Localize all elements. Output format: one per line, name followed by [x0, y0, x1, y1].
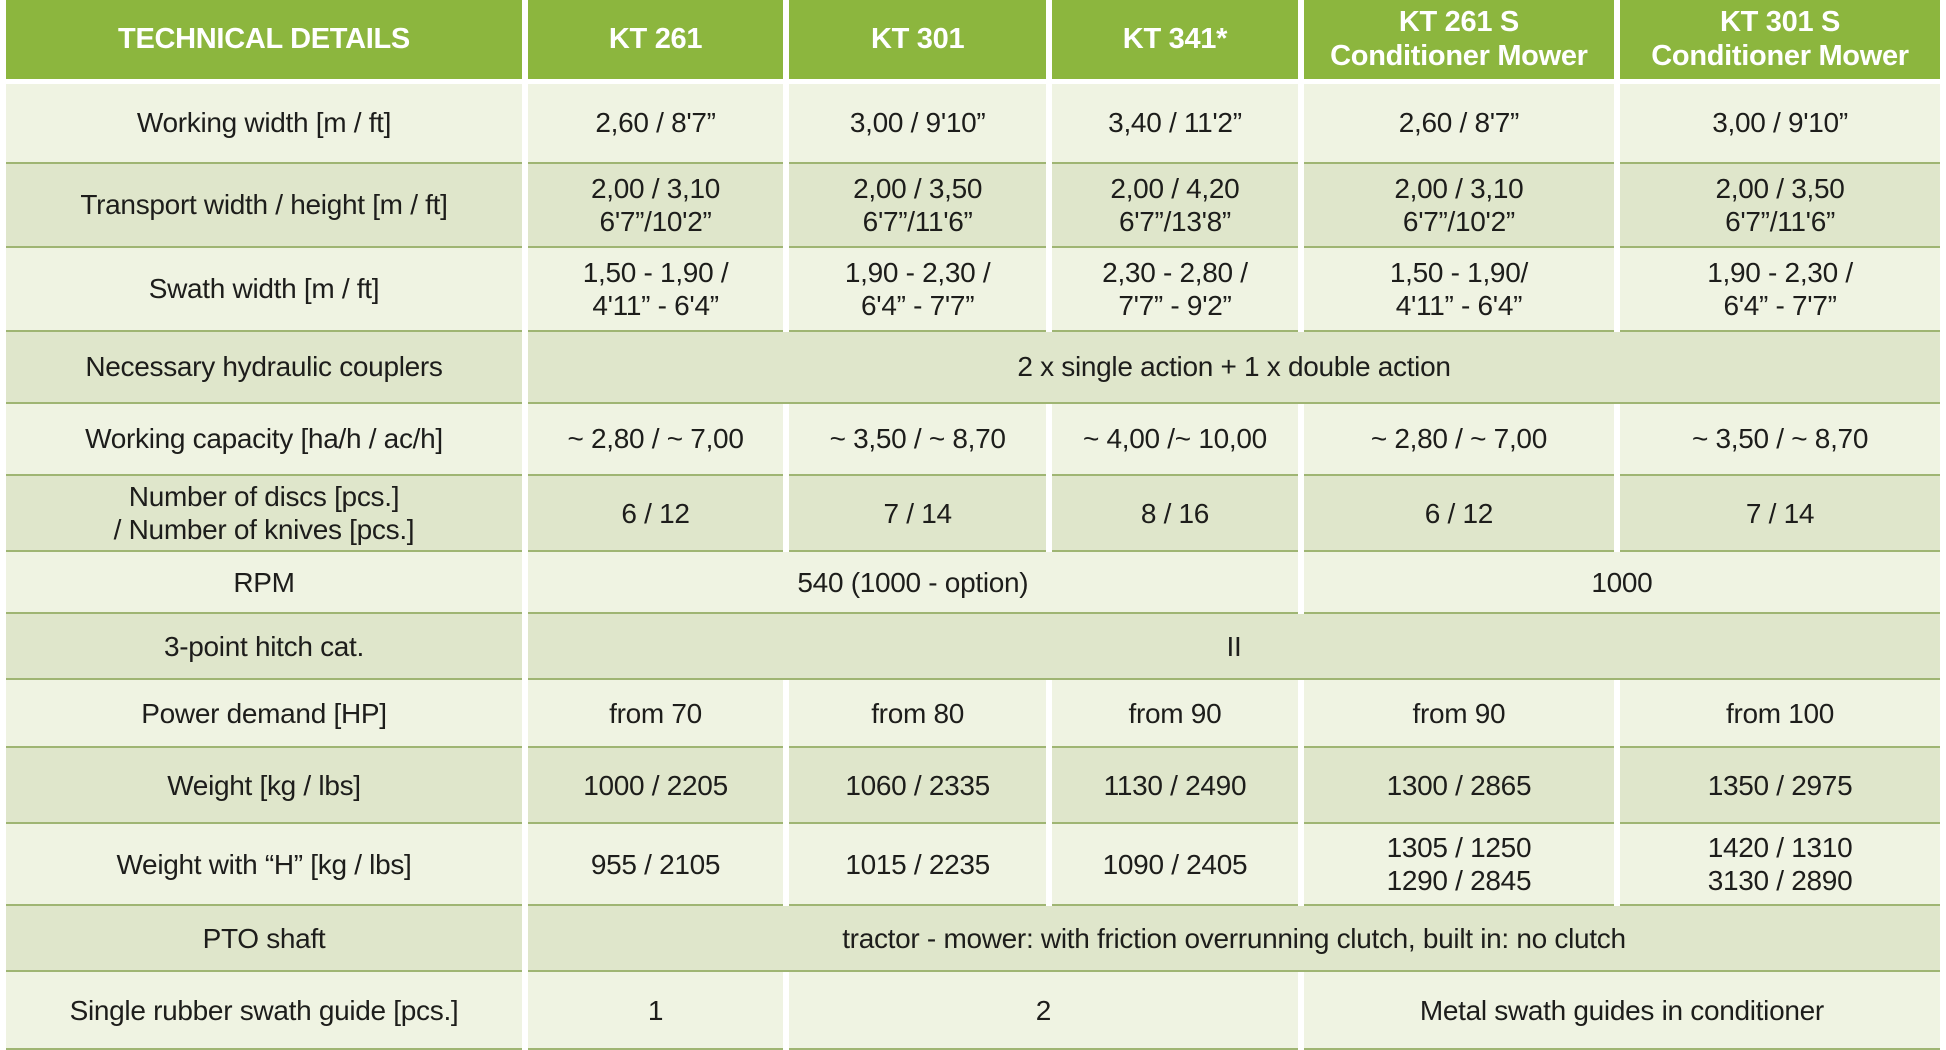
- table-cell: 1305 / 1250 1290 / 2845: [1304, 824, 1614, 906]
- table-cell-spanned: 2 x single action + 1 x double action: [528, 332, 1940, 404]
- row-swath-width: [6, 248, 1940, 332]
- row-label: Transport width / height [m / ft]: [6, 164, 522, 248]
- table-cell: 1,90 - 2,30 / 6'4” - 7'7”: [1620, 248, 1940, 332]
- table-cell: 1420 / 1310 3130 / 2890: [1620, 824, 1940, 906]
- row-power-demand: [6, 680, 1940, 748]
- column-header-kt-261-s: KT 261 S Conditioner Mower: [1304, 0, 1614, 84]
- row-label: PTO shaft: [6, 906, 522, 972]
- table-cell: 3,00 / 9'10”: [1620, 84, 1940, 164]
- table-title: TECHNICAL DETAILS: [6, 0, 522, 84]
- row-weight-with-h: [6, 824, 1940, 906]
- row-label: Working capacity [ha/h / ac/h]: [6, 404, 522, 476]
- table-cell: 2,00 / 3,50 6'7”/11'6”: [1620, 164, 1940, 248]
- table-cell: ~ 2,80 / ~ 7,00: [1304, 404, 1614, 476]
- row-label: Single rubber swath guide [pcs.]: [6, 972, 522, 1050]
- table-cell: 7 / 14: [1620, 476, 1940, 552]
- table-cell-spanned: 540 (1000 - option): [528, 552, 1298, 614]
- table-cell-spanned: 1000: [1304, 552, 1940, 614]
- row-rpm: [6, 552, 1940, 614]
- row-discs-knives: [6, 476, 1940, 552]
- row-label: Number of discs [pcs.] / Number of knives [pcs.]: [6, 476, 522, 552]
- table-cell: 2,00 / 3,10 6'7”/10'2”: [528, 164, 783, 248]
- header-row: [6, 0, 1940, 84]
- table-cell-spanned: 2: [789, 972, 1298, 1050]
- row-swath-guide: [6, 972, 1940, 1050]
- table-cell: 7 / 14: [789, 476, 1046, 552]
- table-cell: 3,00 / 9'10”: [789, 84, 1046, 164]
- table-cell: 6 / 12: [1304, 476, 1614, 552]
- row-label: Working width [m / ft]: [6, 84, 522, 164]
- row-label: Weight with “H” [kg / lbs]: [6, 824, 522, 906]
- column-header-kt-341: KT 341*: [1052, 0, 1298, 84]
- row-hydraulic-couplers: [6, 332, 1940, 404]
- table-cell: from 100: [1620, 680, 1940, 748]
- row-label: 3-point hitch cat.: [6, 614, 522, 680]
- row-label: Necessary hydraulic couplers: [6, 332, 522, 404]
- table-cell: 2,60 / 8'7”: [1304, 84, 1614, 164]
- column-header-kt-301: KT 301: [789, 0, 1046, 84]
- row-weight: [6, 748, 1940, 824]
- table-cell: 1300 / 2865: [1304, 748, 1614, 824]
- table-cell: 1130 / 2490: [1052, 748, 1298, 824]
- table-cell: 2,30 - 2,80 / 7'7” - 9'2”: [1052, 248, 1298, 332]
- row-label: Power demand [HP]: [6, 680, 522, 748]
- row-label: Swath width [m / ft]: [6, 248, 522, 332]
- column-header-kt-261: KT 261: [528, 0, 783, 84]
- column-header-kt-301-s: KT 301 S Conditioner Mower: [1620, 0, 1940, 84]
- table-cell: 1: [528, 972, 783, 1050]
- table-cell: from 90: [1304, 680, 1614, 748]
- table-cell: 1060 / 2335: [789, 748, 1046, 824]
- row-label: RPM: [6, 552, 522, 614]
- table-cell: ~ 3,50 / ~ 8,70: [1620, 404, 1940, 476]
- table-cell: 1,50 - 1,90 / 4'11” - 6'4”: [528, 248, 783, 332]
- table-cell: 2,00 / 4,20 6'7”/13'8”: [1052, 164, 1298, 248]
- table-cell: 1,90 - 2,30 / 6'4” - 7'7”: [789, 248, 1046, 332]
- table-cell: 6 / 12: [528, 476, 783, 552]
- table-cell: 2,60 / 8'7”: [528, 84, 783, 164]
- table-cell: 1350 / 2975: [1620, 748, 1940, 824]
- table-cell: from 90: [1052, 680, 1298, 748]
- table-cell: from 70: [528, 680, 783, 748]
- table-cell: ~ 2,80 / ~ 7,00: [528, 404, 783, 476]
- table-cell: ~ 4,00 /~ 10,00: [1052, 404, 1298, 476]
- table-cell: 2,00 / 3,50 6'7”/11'6”: [789, 164, 1046, 248]
- table-cell-spanned: II: [528, 614, 1940, 680]
- row-working-width: [6, 84, 1940, 164]
- row-working-capacity: [6, 404, 1940, 476]
- table-cell-spanned: Metal swath guides in conditioner: [1304, 972, 1940, 1050]
- row-pto-shaft: [6, 906, 1940, 972]
- table-cell-spanned: tractor - mower: with friction overrunning clutch, built in: no clutch: [528, 906, 1940, 972]
- table-cell: 955 / 2105: [528, 824, 783, 906]
- table-cell: 3,40 / 11'2”: [1052, 84, 1298, 164]
- table-cell: 2,00 / 3,10 6'7”/10'2”: [1304, 164, 1614, 248]
- table-cell: 1,50 - 1,90/ 4'11” - 6'4”: [1304, 248, 1614, 332]
- table-cell: from 80: [789, 680, 1046, 748]
- table-cell: 1000 / 2205: [528, 748, 783, 824]
- table-cell: 1015 / 2235: [789, 824, 1046, 906]
- row-hitch-category: [6, 614, 1940, 680]
- row-transport-width-height: [6, 164, 1940, 248]
- table-cell: 8 / 16: [1052, 476, 1298, 552]
- table-cell: ~ 3,50 / ~ 8,70: [789, 404, 1046, 476]
- table-cell: 1090 / 2405: [1052, 824, 1298, 906]
- row-label: Weight [kg / lbs]: [6, 748, 522, 824]
